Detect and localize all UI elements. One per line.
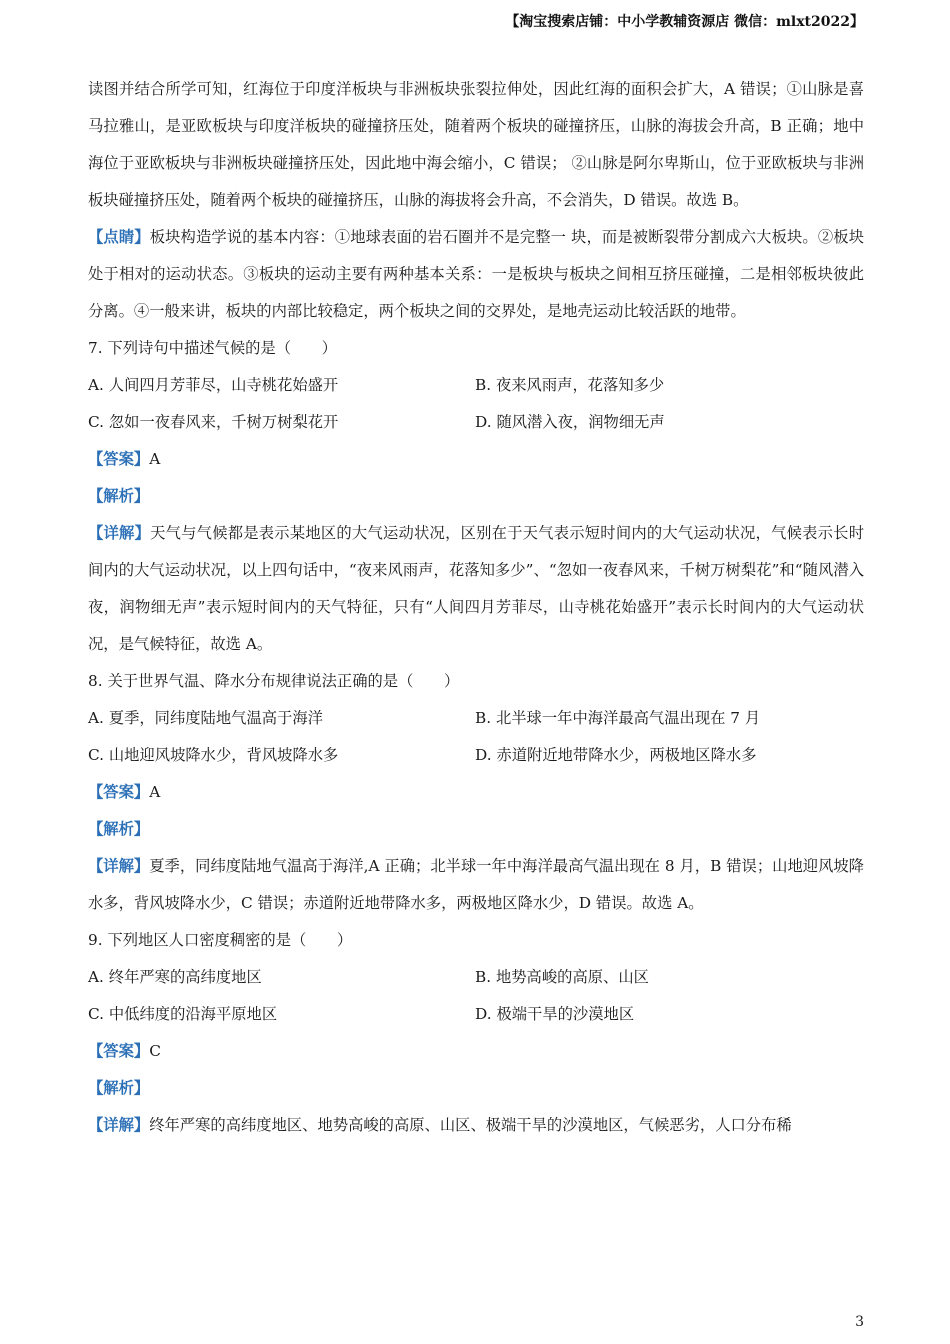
question-8-option-d: D. 赤道附近地带降水少，两极地区降水多 xyxy=(475,746,757,764)
answer-label: 【答案】 xyxy=(88,783,150,801)
analysis-label: 【解析】 xyxy=(88,820,150,838)
answer-value: C xyxy=(149,1042,161,1060)
document-body xyxy=(88,71,864,1144)
question-9-option-a: A. 终年严寒的高纬度地区 xyxy=(88,968,262,986)
question-7-option-d: D. 随风潜入夜，润物细无声 xyxy=(475,413,665,431)
question-9-option-d: D. 极端干旱的沙漠地区 xyxy=(475,1005,635,1023)
prev-analysis-paragraph: 读图并结合所学可知，红海位于印度洋板块与非洲板块张裂拉伸处，因此红海的面积会扩大，A 错误；①山脉是喜马拉雅山，是亚欧板块与印度洋板块的碰撞挤压处，随着两个板块的碰撞挤压，山脉的海拔会升高，B 正确；地中海位于亚欧板块与非洲板块碰撞挤压处，因此地中海会缩小，C 错误； ②山脉是阿尔卑斯山，位于亚欧板块与非洲板块碰撞挤压处，随着两个板块的碰撞挤压，山脉的海拔将会升高，不会消失，D 错误。故选 B。 xyxy=(88,80,864,209)
answer-label: 【答案】 xyxy=(88,1042,150,1060)
detail-label: 【详解】 xyxy=(88,857,150,875)
prev-tip-paragraph xyxy=(88,219,864,330)
question-7-analysis-label xyxy=(88,478,864,515)
analysis-label: 【解析】 xyxy=(88,1079,150,1097)
tip-text: 板块构造学说的基本内容：①地球表面的岩石圈并不是完整一 块，而是被断裂带分割成六大板块。②板块处于相对的运动状态。③板块的运动主要有两种基本关系：一是板块与板块之间相互挤压碰撞，二是相邻板块彼此分离。④一般来讲，板块的内部比较稳定，两个板块之间的交界处，是地壳运动比较活跃的地带。 xyxy=(88,228,864,320)
detail-label: 【详解】 xyxy=(88,524,151,542)
question-8-analysis-label xyxy=(88,811,864,848)
detail-text: 终年严寒的高纬度地区、地势高峻的高原、山区、极端干旱的沙漠地区，气候恶劣，人口分布稀 xyxy=(149,1116,792,1134)
question-9-detail xyxy=(88,1107,864,1144)
question-9-stem: 9. 下列地区人口密度稠密的是（ ） xyxy=(88,931,353,949)
question-8-detail xyxy=(88,848,864,922)
answer-value: A xyxy=(149,783,161,801)
question-9-option-b: B. 地势高峻的高原、山区 xyxy=(475,968,649,986)
detail-text: 天气与气候都是表示某地区的大气运动状况，区别在于天气表示短时间内的大气运动状况，气候表示长时间内的大气运动状况，以上四句话中，“夜来风雨声，花落知多少”、“忽如一夜春风来，千树万树梨花”和“随风潜入夜，润物细无声”表示短时间内的天气特征，只有“人间四月芳菲尽，山寺桃花始盛开”表示长时间内的大气运动状况，是气候特征，故选 A。 xyxy=(88,524,864,653)
question-8-options xyxy=(88,700,864,774)
answer-value: A xyxy=(149,450,161,468)
page-number: 3 xyxy=(855,1314,864,1330)
page-header-watermark: 【淘宝搜索店铺：中小学教辅资源店 微信：mlxt2022】 xyxy=(505,14,864,30)
question-7-stem: 7. 下列诗句中描述气候的是（ ） xyxy=(88,339,337,357)
question-9-analysis-label xyxy=(88,1070,864,1107)
question-9-answer xyxy=(88,1033,864,1070)
question-7-detail xyxy=(88,515,864,663)
detail-label: 【详解】 xyxy=(88,1116,150,1134)
question-9-options xyxy=(88,959,864,1033)
question-8-option-a: A. 夏季，同纬度陆地气温高于海洋 xyxy=(88,709,323,727)
question-8-stem: 8. 关于世界气温、降水分布规律说法正确的是（ ） xyxy=(88,672,460,690)
question-8-option-b: B. 北半球一年中海洋最高气温出现在 7 月 xyxy=(475,709,761,727)
question-8-answer xyxy=(88,774,864,811)
question-7-answer xyxy=(88,441,864,478)
detail-text: 夏季，同纬度陆地气温高于海洋,A 正确；北半球一年中海洋最高气温出现在 8 月，B 错误；山地迎风坡降水多，背风坡降水少，C 错误；赤道附近地带降水多，两极地区降水少，D 错误。故选 A。 xyxy=(88,857,864,912)
question-7-options xyxy=(88,367,864,441)
tip-label: 【点睛】 xyxy=(88,228,150,246)
question-7-option-c: C. 忽如一夜春风来，千树万树梨花开 xyxy=(88,413,339,431)
question-9-option-c: C. 中低纬度的沿海平原地区 xyxy=(88,1005,278,1023)
question-8-option-c: C. 山地迎风坡降水少，背风坡降水多 xyxy=(88,746,339,764)
answer-label: 【答案】 xyxy=(88,450,150,468)
question-7-option-b: B. 夜来风雨声，花落知多少 xyxy=(475,376,665,394)
analysis-label: 【解析】 xyxy=(88,487,150,505)
question-7-option-a: A. 人间四月芳菲尽，山寺桃花始盛开 xyxy=(88,376,339,394)
